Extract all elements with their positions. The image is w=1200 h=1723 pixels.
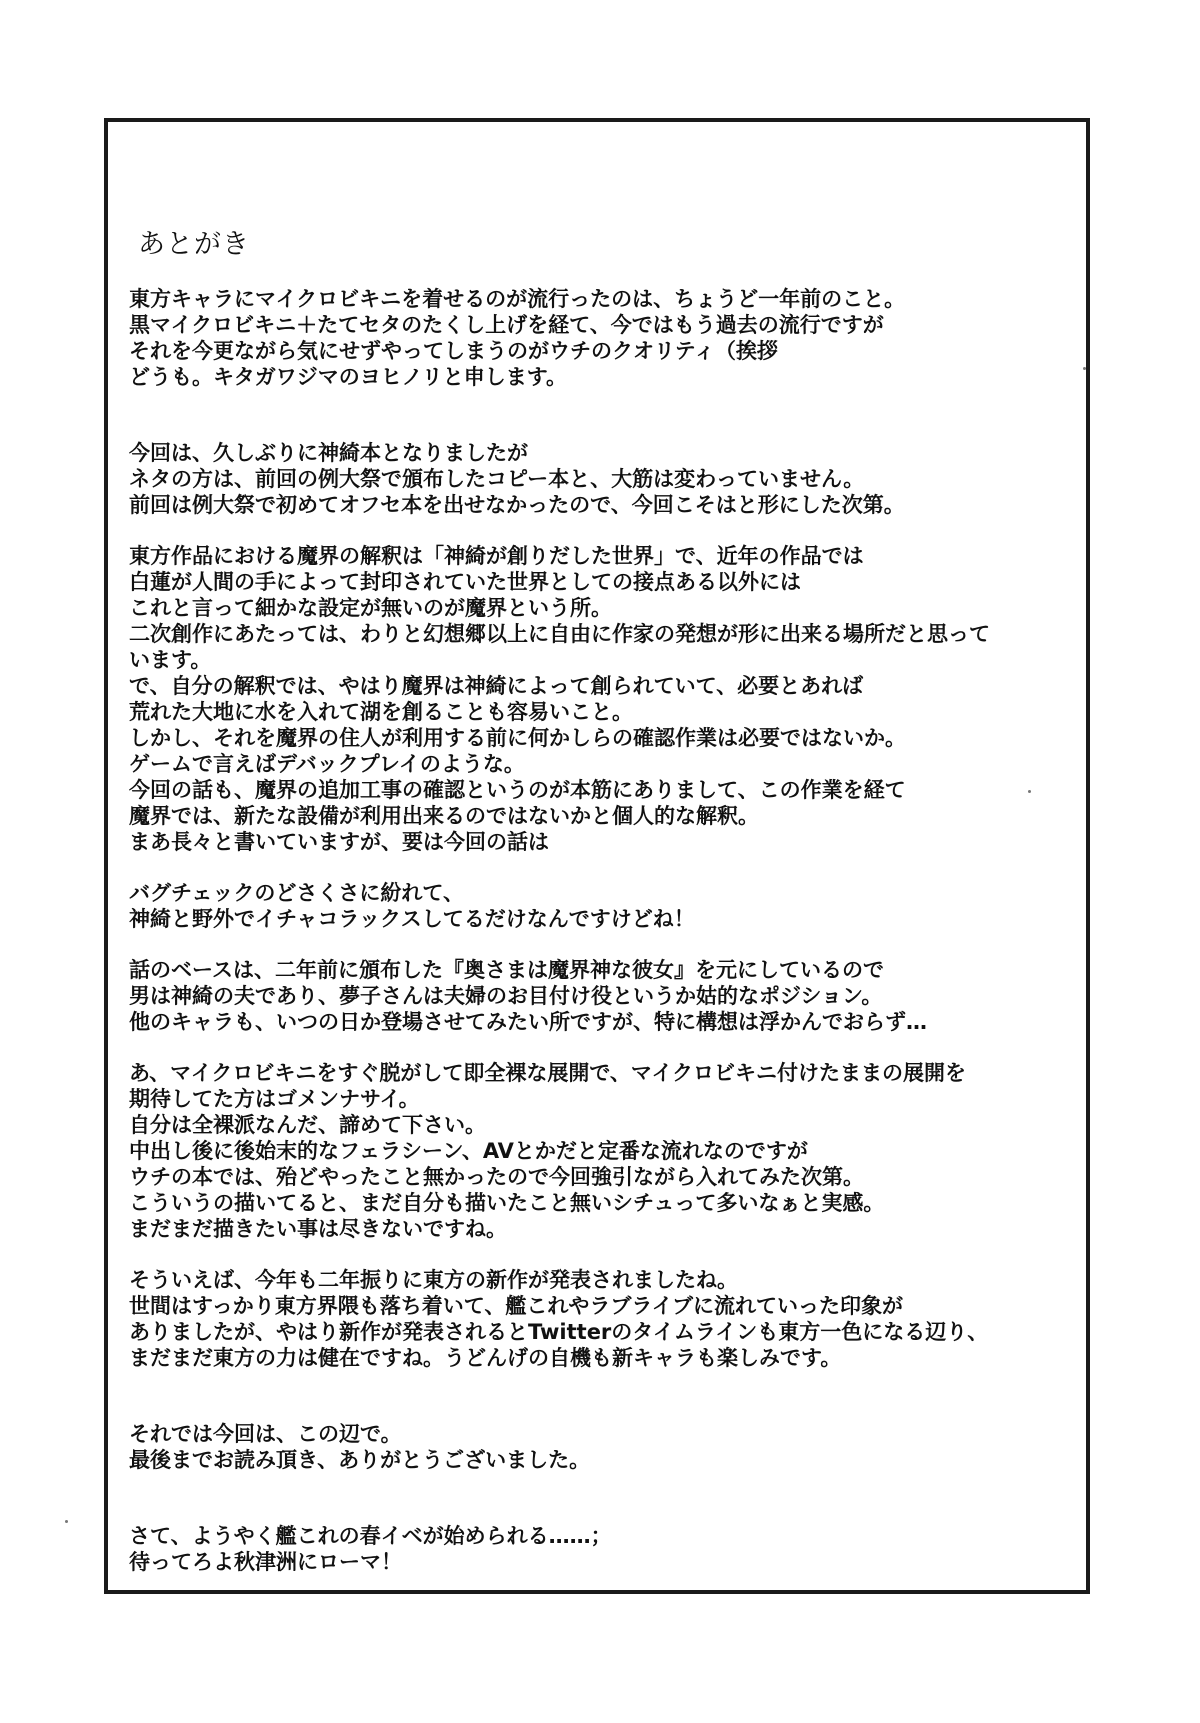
paragraph-postscript: さて、ようやく艦これの春イベが始められる……； 待ってろよ秋津洲にローマ！ [129,1524,612,1574]
scan-speck [65,1520,68,1523]
paragraph-this-book: 今回は、久しぶりに神綺本となりましたが ネタの方は、前回の例大祭で頒布したコピー本と、大筋は変わっていません。 前回は例大祭で初めてオフセ本を出せなかったので、今回こそはと形にした次第。 [129,441,905,517]
paragraph-story-base: 話のベースは、二年前に頒布した『奥さまは魔界神な彼女』を元にしているので 男は神綺の夫であり、夢子さんは夫婦のお目付け役というか姑的なポジション。 他のキャラも、いつの日か登場させてみたい所ですが、特に構想は浮かんでおらず… [129,958,927,1034]
paragraph-bug-check: バグチェックのどさくさに紛れて、 神綺と野外でイチャコラックスしてるだけなんですけどね！ [129,881,695,931]
paragraph-apology: あ、マイクロビキニをすぐ脱がして即全裸な展開で、マイクロビキニ付けたままの展開を 期待してた方はゴメンナサイ。 自分は全裸派なんだ、諦めて下さい。 中出し後に後始末的なフェラシーン、AVとかだと定番な流れなのですが ウチの本では、殆どやったこと無かったので今回強引ながら入れてみた次第。 こういうの描いてると、まだ自分も描いたこと無いシチュって多いなぁと実感。 まだまだ描きたい事は尽きないですね。 [129,1061,967,1241]
paragraph-closing: それでは今回は、この辺で。 最後までお読み頂き、ありがとうございました。 [129,1422,591,1472]
paragraph-intro: 東方キャラにマイクロビキニを着せるのが流行ったのは、ちょうど一年前のこと。 黒マイクロビキニ＋たてセタのたくし上げを経て、今ではもう過去の流行ですが それを今更ながら気にせずやってしまうのがウチのクオリティ（挨拶 どうも。キタガワジマのヨヒノリと申します。 [129,287,906,389]
paragraph-makai-interpretation: 東方作品における魔界の解釈は「神綺が創りだした世界」で、近年の作品では 白蓮が人間の手によって封印されていた世界としての接点ある以外には これと言って細かな設定が無いのが魔界という所。 二次創作にあたっては、わりと幻想郷以上に自由に作家の発想が形に出来る場所だと思って います。 で、自分の解釈では、やはり魔界は神綺によって創られていて、必要とあれば 荒れた大地に水を入れて湖を創ることも容易いこと。 しかし、それを魔界の住人が利用する前に何かしらの確認作業は必要ではないか。 ゲームで言えばデバックプレイのような。 今回の話も、魔界の追加工事の確認というのが本筋にありまして、この作業を経て 魔界では、新たな設備が利用出来るのではないかと個人的な解釈。 まあ長々と書いていますが、要は今回の話は [129,544,990,854]
scan-speck [1083,367,1086,370]
afterword-title: あとがき [138,229,250,260]
afterword-body [129,286,1089,1575]
paragraph-new-touhou: そういえば、今年も二年振りに東方の新作が発表されましたね。 世間はすっかり東方界隈も落ち着いて、艦これやラブライブに流れていった印象が ありましたが、やはり新作が発表されるとTwitterのタイムラインも東方一色になる辺り、 まだまだ東方の力は健在ですね。うどんげの自機も新キャラも楽しみです。 [129,1268,989,1370]
scan-speck [1028,790,1031,793]
